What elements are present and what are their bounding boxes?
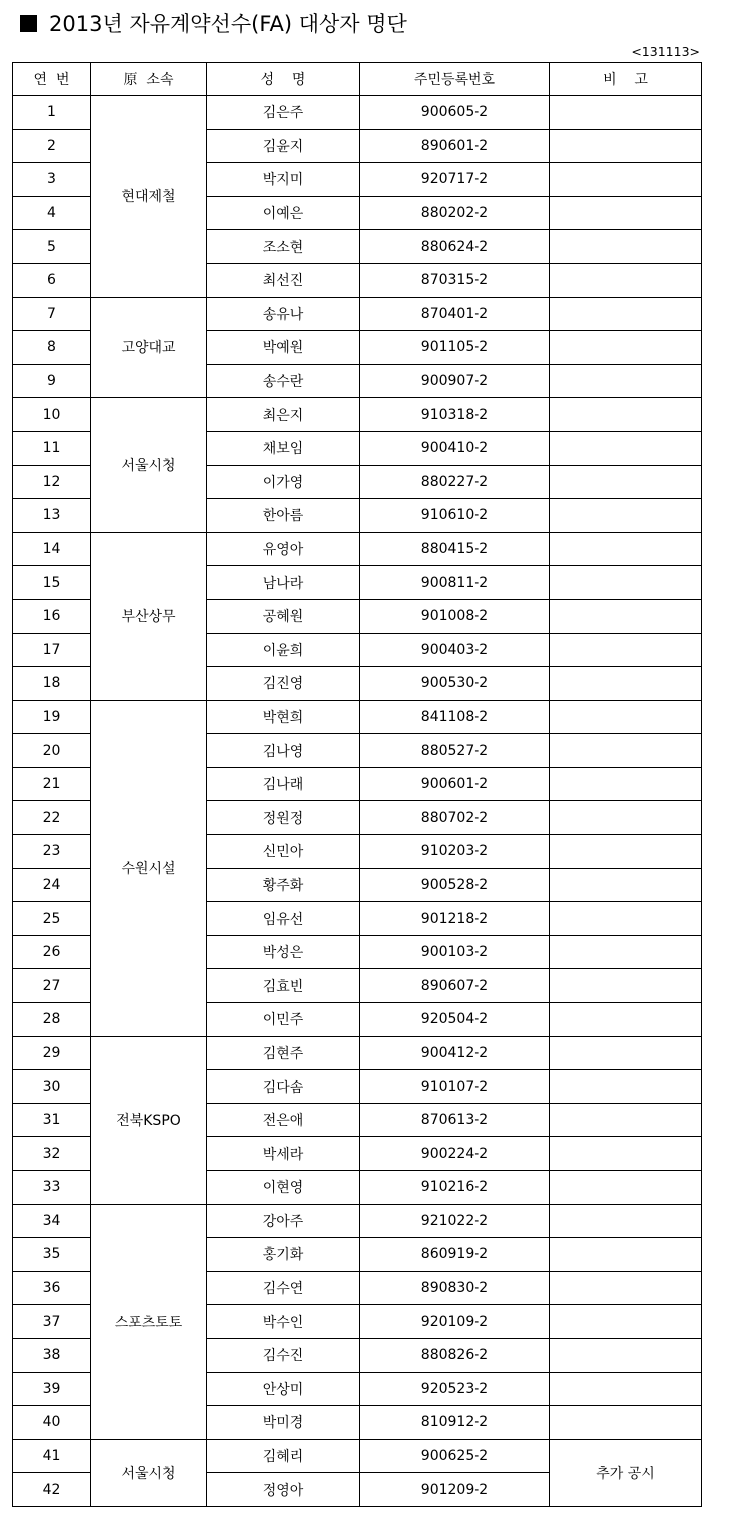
- cell-note: [550, 331, 702, 365]
- cell-note: [550, 163, 702, 197]
- cell-no: 33: [13, 1171, 91, 1205]
- cell-name: 김나영: [207, 734, 360, 768]
- cell-no: 22: [13, 801, 91, 835]
- cell-no: 4: [13, 196, 91, 230]
- cell-name: 최선진: [207, 263, 360, 297]
- cell-name: 이예은: [207, 196, 360, 230]
- cell-name: 홍기화: [207, 1238, 360, 1272]
- cell-note: [550, 532, 702, 566]
- cell-name: 김수연: [207, 1271, 360, 1305]
- cell-id: 900528-2: [360, 868, 550, 902]
- cell-id: 890601-2: [360, 129, 550, 163]
- cell-name: 박세라: [207, 1137, 360, 1171]
- cell-id: 900103-2: [360, 935, 550, 969]
- cell-name: 박예원: [207, 331, 360, 365]
- cell-no: 32: [13, 1137, 91, 1171]
- cell-no: 6: [13, 263, 91, 297]
- cell-id: 880624-2: [360, 230, 550, 264]
- cell-note: [550, 431, 702, 465]
- cell-id: 900601-2: [360, 767, 550, 801]
- cell-note: [550, 969, 702, 1003]
- cell-id: 880202-2: [360, 196, 550, 230]
- cell-id: 901008-2: [360, 599, 550, 633]
- cell-no: 38: [13, 1338, 91, 1372]
- cell-team: 부산상무: [91, 532, 207, 700]
- cell-note: [550, 767, 702, 801]
- cell-name: 황주화: [207, 868, 360, 902]
- cell-name: 임유선: [207, 902, 360, 936]
- cell-no: 7: [13, 297, 91, 331]
- cell-note: [550, 263, 702, 297]
- cell-team: 서울시청: [91, 398, 207, 532]
- cell-id: 900410-2: [360, 431, 550, 465]
- cell-note: [550, 1103, 702, 1137]
- cell-name: 정영아: [207, 1473, 360, 1507]
- table-row: [13, 700, 702, 734]
- cell-no: 1: [13, 96, 91, 130]
- cell-note: [550, 633, 702, 667]
- header-team: 原 소속: [91, 63, 207, 96]
- cell-note: 추가 공시: [550, 1439, 702, 1506]
- cell-id: 910610-2: [360, 499, 550, 533]
- cell-name: 김현주: [207, 1036, 360, 1070]
- cell-no: 18: [13, 667, 91, 701]
- header-name: 성 명: [207, 63, 360, 96]
- cell-name: 박현희: [207, 700, 360, 734]
- cell-no: 3: [13, 163, 91, 197]
- cell-id: 921022-2: [360, 1204, 550, 1238]
- cell-no: 26: [13, 935, 91, 969]
- cell-id: 910318-2: [360, 398, 550, 432]
- cell-name: 박수인: [207, 1305, 360, 1339]
- cell-id: 900412-2: [360, 1036, 550, 1070]
- cell-id: 900625-2: [360, 1439, 550, 1473]
- cell-name: 공혜원: [207, 599, 360, 633]
- cell-no: 15: [13, 566, 91, 600]
- cell-no: 24: [13, 868, 91, 902]
- cell-id: 900403-2: [360, 633, 550, 667]
- cell-name: 김은주: [207, 96, 360, 130]
- cell-no: 11: [13, 431, 91, 465]
- header-id: 주민등록번호: [360, 63, 550, 96]
- cell-team: 수원시설: [91, 700, 207, 1036]
- table-header-row: [13, 63, 702, 96]
- cell-id: 870613-2: [360, 1103, 550, 1137]
- cell-name: 강아주: [207, 1204, 360, 1238]
- cell-no: 9: [13, 364, 91, 398]
- title-square-bullet: [20, 15, 37, 32]
- cell-id: 841108-2: [360, 700, 550, 734]
- cell-note: [550, 398, 702, 432]
- table-row: [13, 1204, 702, 1238]
- cell-name: 박성은: [207, 935, 360, 969]
- cell-no: 30: [13, 1070, 91, 1104]
- cell-note: [550, 1137, 702, 1171]
- cell-id: 901218-2: [360, 902, 550, 936]
- title-text: 2013년 자유계약선수(FA) 대상자 명단: [49, 12, 407, 36]
- cell-id: 900605-2: [360, 96, 550, 130]
- cell-no: 29: [13, 1036, 91, 1070]
- cell-note: [550, 1305, 702, 1339]
- cell-no: 14: [13, 532, 91, 566]
- cell-id: 920109-2: [360, 1305, 550, 1339]
- cell-team: 스포츠토토: [91, 1204, 207, 1439]
- cell-name: 조소현: [207, 230, 360, 264]
- cell-no: 42: [13, 1473, 91, 1507]
- cell-id: 880227-2: [360, 465, 550, 499]
- cell-name: 김효빈: [207, 969, 360, 1003]
- cell-note: [550, 129, 702, 163]
- cell-no: 36: [13, 1271, 91, 1305]
- cell-id: 890607-2: [360, 969, 550, 1003]
- cell-note: [550, 1036, 702, 1070]
- cell-team: 고양대교: [91, 297, 207, 398]
- cell-id: 880702-2: [360, 801, 550, 835]
- cell-no: 23: [13, 835, 91, 869]
- cell-name: 박지미: [207, 163, 360, 197]
- cell-id: 900907-2: [360, 364, 550, 398]
- cell-name: 한아름: [207, 499, 360, 533]
- cell-name: 김수진: [207, 1338, 360, 1372]
- cell-no: 37: [13, 1305, 91, 1339]
- cell-id: 880415-2: [360, 532, 550, 566]
- cell-name: 김다솜: [207, 1070, 360, 1104]
- date-code: <131113>: [631, 44, 700, 59]
- table-row: [13, 96, 702, 130]
- table-row: [13, 1439, 702, 1473]
- cell-no: 20: [13, 734, 91, 768]
- cell-id: 860919-2: [360, 1238, 550, 1272]
- cell-id: 890830-2: [360, 1271, 550, 1305]
- cell-note: [550, 1238, 702, 1272]
- cell-note: [550, 1070, 702, 1104]
- cell-note: [550, 902, 702, 936]
- cell-note: [550, 734, 702, 768]
- cell-id: 810912-2: [360, 1406, 550, 1440]
- cell-note: [550, 935, 702, 969]
- cell-name: 남나라: [207, 566, 360, 600]
- cell-no: 25: [13, 902, 91, 936]
- table-body: [13, 96, 702, 1507]
- cell-name: 박미경: [207, 1406, 360, 1440]
- cell-no: 39: [13, 1372, 91, 1406]
- cell-name: 유영아: [207, 532, 360, 566]
- cell-id: 920523-2: [360, 1372, 550, 1406]
- cell-no: 10: [13, 398, 91, 432]
- cell-note: [550, 1204, 702, 1238]
- cell-no: 8: [13, 331, 91, 365]
- cell-note: [550, 566, 702, 600]
- cell-name: 정원정: [207, 801, 360, 835]
- cell-no: 5: [13, 230, 91, 264]
- cell-team: 현대제철: [91, 96, 207, 298]
- table-row: [13, 297, 702, 331]
- cell-no: 16: [13, 599, 91, 633]
- cell-name: 송유나: [207, 297, 360, 331]
- cell-note: [550, 465, 702, 499]
- fa-roster-table: [12, 62, 702, 1507]
- cell-name: 김나래: [207, 767, 360, 801]
- cell-no: 2: [13, 129, 91, 163]
- cell-no: 28: [13, 1003, 91, 1037]
- cell-note: [550, 1271, 702, 1305]
- cell-id: 901209-2: [360, 1473, 550, 1507]
- cell-id: 880527-2: [360, 734, 550, 768]
- cell-no: 21: [13, 767, 91, 801]
- cell-note: [550, 297, 702, 331]
- cell-name: 채보임: [207, 431, 360, 465]
- cell-team: 전북KSPO: [91, 1036, 207, 1204]
- cell-id: 870315-2: [360, 263, 550, 297]
- cell-id: 880826-2: [360, 1338, 550, 1372]
- cell-note: [550, 1003, 702, 1037]
- cell-name: 신민아: [207, 835, 360, 869]
- cell-note: [550, 599, 702, 633]
- cell-note: [550, 835, 702, 869]
- cell-name: 김윤지: [207, 129, 360, 163]
- cell-note: [550, 667, 702, 701]
- cell-id: 901105-2: [360, 331, 550, 365]
- cell-note: [550, 868, 702, 902]
- cell-name: 최은지: [207, 398, 360, 432]
- cell-id: 910203-2: [360, 835, 550, 869]
- cell-name: 이현영: [207, 1171, 360, 1205]
- cell-id: 910216-2: [360, 1171, 550, 1205]
- cell-no: 35: [13, 1238, 91, 1272]
- cell-no: 27: [13, 969, 91, 1003]
- cell-no: 12: [13, 465, 91, 499]
- table-row: [13, 1036, 702, 1070]
- cell-note: [550, 700, 702, 734]
- document-title: [20, 8, 407, 38]
- header-no: 연 번: [13, 63, 91, 96]
- cell-note: [550, 230, 702, 264]
- cell-team: 서울시청: [91, 1439, 207, 1506]
- cell-name: 안상미: [207, 1372, 360, 1406]
- cell-name: 이민주: [207, 1003, 360, 1037]
- cell-no: 40: [13, 1406, 91, 1440]
- cell-id: 900224-2: [360, 1137, 550, 1171]
- cell-note: [550, 499, 702, 533]
- cell-note: [550, 196, 702, 230]
- cell-no: 41: [13, 1439, 91, 1473]
- table-row: [13, 398, 702, 432]
- cell-id: 910107-2: [360, 1070, 550, 1104]
- cell-no: 13: [13, 499, 91, 533]
- cell-note: [550, 1372, 702, 1406]
- cell-name: 김혜리: [207, 1439, 360, 1473]
- cell-no: 17: [13, 633, 91, 667]
- cell-no: 19: [13, 700, 91, 734]
- cell-id: 900811-2: [360, 566, 550, 600]
- cell-name: 전은애: [207, 1103, 360, 1137]
- cell-id: 900530-2: [360, 667, 550, 701]
- cell-name: 이윤희: [207, 633, 360, 667]
- cell-note: [550, 1171, 702, 1205]
- table-row: [13, 532, 702, 566]
- header-note: 비 고: [550, 63, 702, 96]
- cell-name: 송수란: [207, 364, 360, 398]
- cell-note: [550, 364, 702, 398]
- cell-note: [550, 96, 702, 130]
- cell-name: 김진영: [207, 667, 360, 701]
- cell-no: 34: [13, 1204, 91, 1238]
- cell-no: 31: [13, 1103, 91, 1137]
- cell-note: [550, 1406, 702, 1440]
- cell-id: 920504-2: [360, 1003, 550, 1037]
- cell-id: 920717-2: [360, 163, 550, 197]
- cell-name: 이가영: [207, 465, 360, 499]
- cell-note: [550, 801, 702, 835]
- cell-note: [550, 1338, 702, 1372]
- cell-id: 870401-2: [360, 297, 550, 331]
